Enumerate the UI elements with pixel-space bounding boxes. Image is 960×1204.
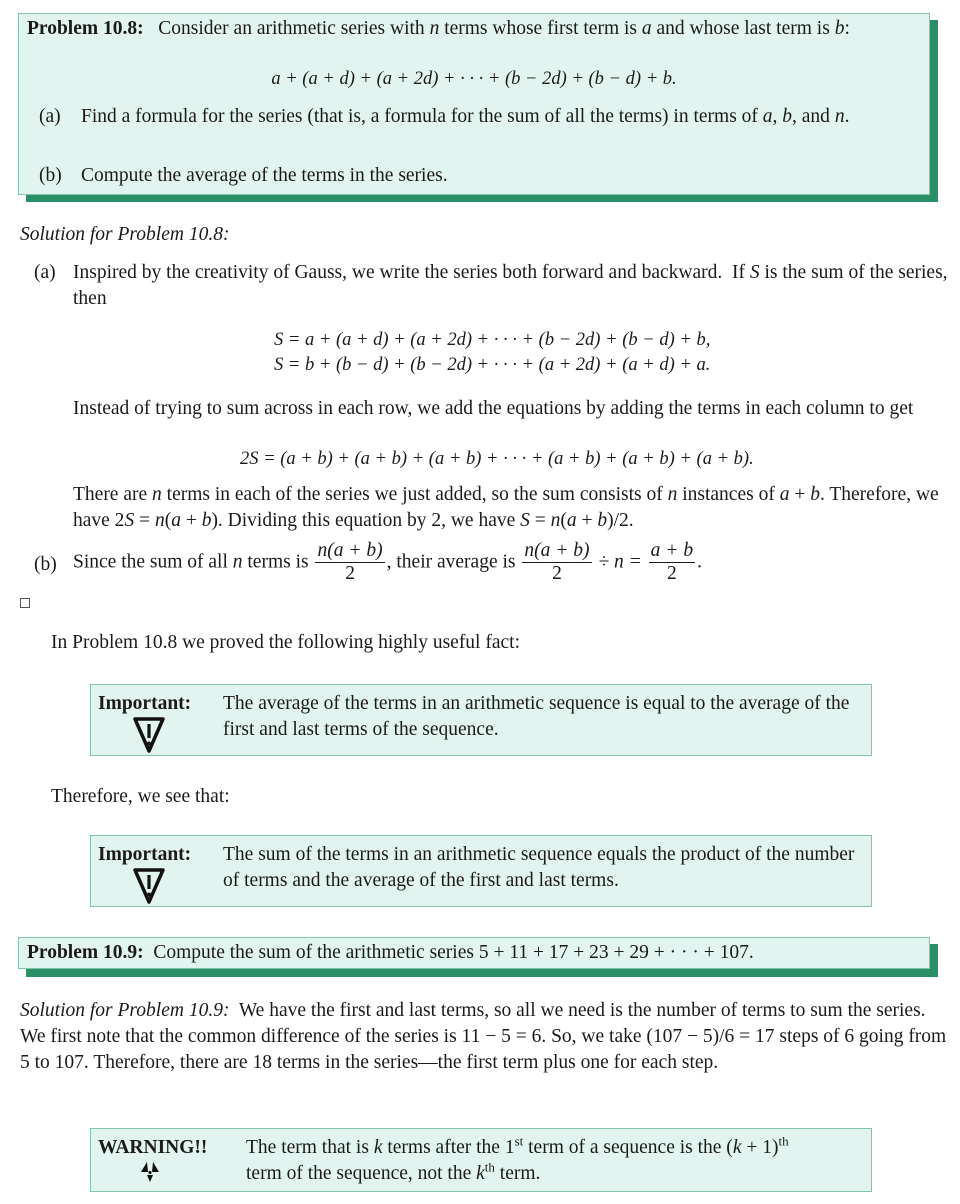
solution-10-8-part-b — [34, 540, 948, 590]
important-label: Important: — [98, 844, 192, 865]
problem-10-8-part-b — [39, 163, 919, 189]
divide-operator: ÷ n = — [598, 551, 642, 573]
warning-text-1: The term that is k terms after the 1st term of a sequence is the $(k + 1)^{th}$ — [246, 1133, 789, 1158]
problem-10-8-part-a — [39, 104, 919, 130]
problem-10-9-box — [18, 937, 930, 969]
problem-10-8-series: a + (a + d) + (a + 2d) + · · · + (b − 2d) + (b − d) + b. — [271, 69, 677, 89]
fraction-denominator: 2 — [552, 563, 562, 584]
important-text: The sum of the terms in an arithmetic sequence equals the product of the number of terms and the average of the first and last terms. — [223, 844, 855, 891]
solution-10-9-text: We have the first and last terms, so all we need is the number of terms to sum the series. We first note that the common difference of the series is 11 − 5 = 6. So, we take (107 − 5)/6 = 17 steps of 6 going from 5 to 107. Therefore, there are 18 terms in the series—the first term plus one for each step. — [20, 1000, 947, 1073]
problem-10-8-label: Problem 10.8: — [27, 18, 144, 39]
warning-box — [90, 1128, 872, 1192]
part-a-mid-text: Instead of trying to sum across in each row, we add the equations by adding the terms in each column to get — [73, 398, 914, 419]
important-label: Important: — [98, 693, 192, 714]
fraction-denominator: 2 — [666, 563, 677, 584]
superscript: th — [778, 1133, 789, 1149]
problem-10-9-label: Problem 10.9: — [27, 942, 144, 963]
part-a-intro: Inspired by the creativity of Gauss, we write the series both forward and backward. If S is the sum of the series, then — [73, 262, 948, 309]
warning-triangle-icon — [131, 715, 167, 755]
fraction-denominator: 2 — [345, 563, 355, 584]
fraction-average — [522, 540, 591, 585]
important-text: The average of the terms in an arithmetic sequence is equal to the average of the first and last terms of the sequence. — [223, 693, 850, 740]
transition-text-1: In Problem 10.8 we proved the following highly useful fact: — [51, 632, 520, 653]
part-a-text: Find a formula for the series (that is, a formula for the sum of all the terms) in terms of a, b, and n. — [81, 106, 850, 127]
solution-10-8-heading: Solution for Problem 10.8: — [20, 224, 230, 245]
solution-10-8-part-a — [34, 260, 948, 312]
superscript: th — [484, 1159, 495, 1175]
part-a-conclusion: There are n terms in each of the series we just added, so the sum consists of n instances of a + b. Therefore, we have 2S = n(a + b). Dividing this equation by 2, we have S = n(a + b)/2. — [73, 484, 939, 531]
warning-label: WARNING!! — [98, 1137, 208, 1158]
fraction-sum — [315, 540, 384, 585]
superscript: st — [514, 1133, 524, 1149]
important-box-1 — [90, 684, 872, 756]
problem-10-8-intro-text: Consider an arithmetic series with n terms whose first term is a and whose last term is b: — [148, 18, 850, 39]
solution-10-9 — [20, 998, 948, 1076]
solution-10-9-heading: Solution for Problem 10.9: — [20, 1000, 230, 1021]
radiation-icon — [138, 1161, 162, 1183]
part-marker: (a) — [39, 106, 61, 127]
warning-text — [246, 1135, 867, 1187]
part-marker: (b) — [39, 165, 62, 186]
part-b-text: Compute the average of the terms in the series. — [81, 165, 448, 186]
fraction-numerator: n(a + b) — [317, 540, 383, 561]
equation-backward: S = b + (b − d) + (b − 2d) + · · · + (a + 2d) + (a + d) + a. — [274, 355, 711, 375]
warning-triangle-icon — [131, 866, 167, 906]
problem-10-9-text: Compute the sum of the arithmetic series 5 + 11 + 17 + 23 + 29 + · · · + 107. — [153, 942, 754, 963]
equation-2s: 2S = (a + b) + (a + b) + (a + b) + · · · + (a + b) + (a + b) + (a + b). — [240, 449, 754, 469]
period: . — [697, 551, 702, 573]
fraction-result — [649, 540, 695, 585]
transition-text-2: Therefore, we see that: — [51, 786, 230, 807]
part-marker: (a) — [34, 262, 56, 283]
part-b-text-2: , their average is — [386, 551, 516, 573]
warning-text-2: term of the sequence, not the $k^{th}$ term. — [246, 1159, 541, 1184]
part-marker: (b) — [34, 554, 57, 575]
problem-10-8-intro — [27, 16, 923, 42]
qed-square-icon — [20, 598, 30, 608]
equation-forward: S = a + (a + d) + (a + 2d) + · · · + (b − 2d) + (b − d) + b, — [274, 330, 711, 350]
fraction-numerator: n(a + b) — [524, 540, 590, 561]
fraction-numerator: a + b — [650, 540, 694, 561]
part-b-line — [73, 540, 702, 585]
important-box-2 — [90, 835, 872, 907]
problem-10-8-box — [18, 13, 930, 195]
part-b-text-1: Since the sum of all n terms is — [73, 551, 309, 573]
